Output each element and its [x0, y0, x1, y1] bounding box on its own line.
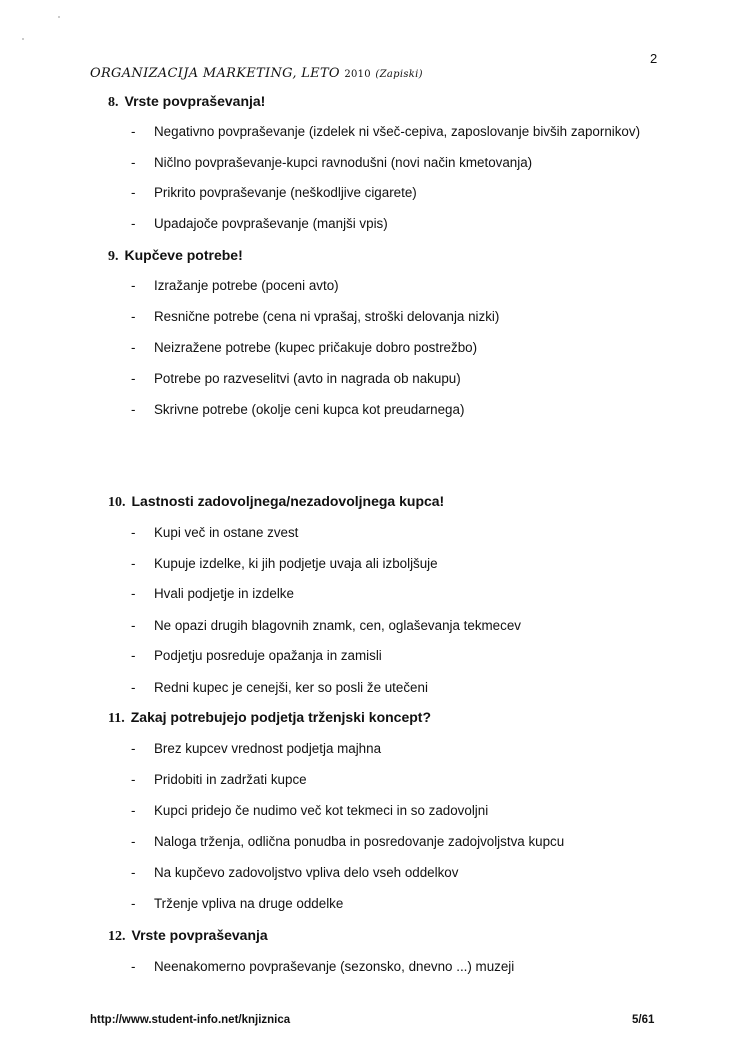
document-header [90, 66, 423, 81]
list-item: - Upadajoče povpraševanje (manjši vpis) [131, 216, 388, 231]
list-item: - Na kupčevo zadovoljstvo vpliva delo vseh oddelkov [131, 865, 459, 880]
section-title: Kupčeve potrebe! [124, 247, 243, 263]
header-year: 2010 [344, 69, 371, 80]
section-number: 9. [108, 249, 119, 264]
section-title: Lastnosti zadovoljnega/nezadovoljnega kupca! [131, 493, 445, 509]
bullet-dash: - [131, 680, 136, 695]
bullet-dash: - [131, 309, 136, 324]
section-title: Vrste povpraševanja! [124, 93, 266, 109]
list-item: - Ne opazi drugih blagovnih znamk, cen, oglaševanja tekmecev [131, 618, 521, 633]
list-item: - Neizražene potrebe (kupec pričakuje dobro postrežbo) [131, 340, 478, 355]
list-item: - Kupuje izdelke, ki jih podjetje uvaja ali izboljšuje [131, 556, 438, 571]
bullet-dash: - [131, 155, 136, 170]
section-number: 12. [108, 929, 126, 944]
list-item: - Kupci pridejo če nudimo več kot tekmeci in so zadovoljni [131, 803, 489, 818]
bullet-dash: - [131, 834, 136, 849]
section-heading [108, 93, 265, 111]
bullet-dash: - [131, 124, 136, 139]
header-note: (Zapiski) [375, 69, 423, 80]
bullet-dash: - [131, 556, 136, 571]
bullet-dash: - [131, 772, 136, 787]
page-number: 2 [650, 51, 658, 66]
list-item: - Resnične potrebe (cena ni vprašaj, stroški delovanja nizki) [131, 309, 500, 324]
list-item: - Izražanje potrebe (poceni avto) [131, 278, 339, 293]
bullet-dash: - [131, 896, 136, 911]
list-item: - Trženje vpliva na druge oddelke [131, 896, 344, 911]
section-number: 11. [108, 711, 125, 726]
scan-speck [58, 16, 60, 18]
section-heading [108, 927, 268, 945]
bullet-dash: - [131, 803, 136, 818]
section-number: 8. [108, 95, 119, 110]
list-item: - Hvali podjetje in izdelke [131, 586, 294, 601]
bullet-dash: - [131, 648, 136, 663]
footer-page-count: 5/61 [632, 1014, 655, 1026]
list-item: - Skrivne potrebe (okolje ceni kupca kot preudarnega) [131, 402, 465, 417]
bullet-dash: - [131, 865, 136, 880]
header-title: ORGANIZACIJA MARKETING, LETO [90, 66, 340, 81]
scan-speck [22, 38, 24, 40]
bullet-dash: - [131, 216, 136, 231]
list-item: - Redni kupec je cenejši, ker so posli že utečeni [131, 680, 428, 695]
list-item: - Ničlno povpraševanje-kupci ravnodušni (novi način kmetovanja) [131, 155, 533, 170]
bullet-dash: - [131, 586, 136, 601]
bullet-dash: - [131, 618, 136, 633]
bullet-dash: - [131, 340, 136, 355]
bullet-dash: - [131, 959, 136, 974]
list-item: - Kupi več in ostane zvest [131, 525, 299, 540]
list-item: - Pridobiti in zadržati kupce [131, 772, 307, 787]
list-item: - Potrebe po razveselitvi (avto in nagrada ob nakupu) [131, 371, 461, 386]
section-heading [108, 709, 431, 727]
bullet-dash: - [131, 525, 136, 540]
list-item: - Podjetju posreduje opažanja in zamisli [131, 648, 382, 663]
bullet-dash: - [131, 741, 136, 756]
bullet-dash: - [131, 402, 136, 417]
list-item: - Prikrito povpraševanje (neškodljive cigarete) [131, 185, 417, 200]
bullet-dash: - [131, 278, 136, 293]
footer-url: http://www.student-info.net/knjiznica [90, 1014, 291, 1026]
section-heading [108, 247, 243, 265]
section-title: Vrste povpraševanja [131, 927, 268, 943]
section-title: Zakaj potrebujejo podjetja trženjski koncept? [130, 709, 432, 725]
bullet-dash: - [131, 185, 136, 200]
bullet-dash: - [131, 371, 136, 386]
list-item: - Naloga trženja, odlična ponudba in posredovanje zadojvoljstva kupcu [131, 834, 565, 849]
list-item: - Brez kupcev vrednost podjetja majhna [131, 741, 382, 756]
list-item: - Neenakomerno povpraševanje (sezonsko, dnevno ...) muzeji [131, 959, 515, 974]
section-number: 10. [108, 495, 126, 510]
list-item: - Negativno povpraševanje (izdelek ni všeč-cepiva, zaposlovanje bivših zapornikov) [131, 124, 641, 139]
section-heading [108, 493, 444, 511]
